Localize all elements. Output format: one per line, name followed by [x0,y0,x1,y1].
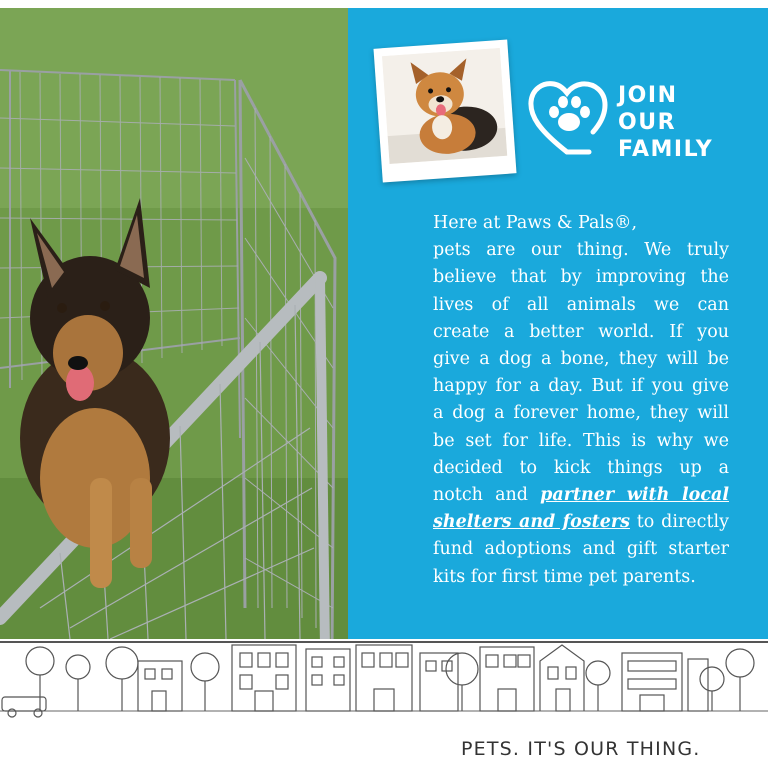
shelters-link[interactable]: shelters and fosters [433,512,630,533]
paragraph-line: decided to kick things up a [433,457,729,478]
paragraph-line: pets are our thing. We truly [433,240,729,261]
paragraph-line: be set for life. This is why we [433,430,729,451]
partner-link[interactable]: partner with local [540,485,729,506]
paragraph-line: lives of all animals we can [433,294,729,315]
line-text: notch and [433,485,541,506]
line-text: to directly [629,512,729,533]
paragraph-line: believe that by improving the [433,267,729,288]
heading-line-1: JOIN [618,83,678,108]
paragraph-line: a dog a forever home, they will [433,403,729,424]
puppy-polaroid-photo [373,39,516,182]
paragraph-line [433,509,729,536]
paragraph-line: create a better world. If you [433,321,729,342]
town-illustration-strip [0,639,768,721]
paragraph-line: fund adoptions and gift starter [433,539,729,560]
paragraph-line: Here at Paws & Pals®, [433,213,638,233]
paragraph-line: happy for a day. But if you give [433,376,729,397]
mission-paragraph [433,210,729,591]
heart-paw-logo-icon [527,78,609,158]
paragraph-line: give a dog a bone, they will be [433,349,729,370]
dog-in-pen-photo [0,8,348,639]
tagline: PETS. IT'S OUR THING. [461,738,701,760]
heading-line-3: FAMILY [618,137,714,162]
paragraph-line: kits for first time pet parents. [433,566,696,587]
paragraph-line [433,482,729,509]
heading-line-2: OUR [618,110,677,135]
join-our-family-heading [618,82,713,163]
